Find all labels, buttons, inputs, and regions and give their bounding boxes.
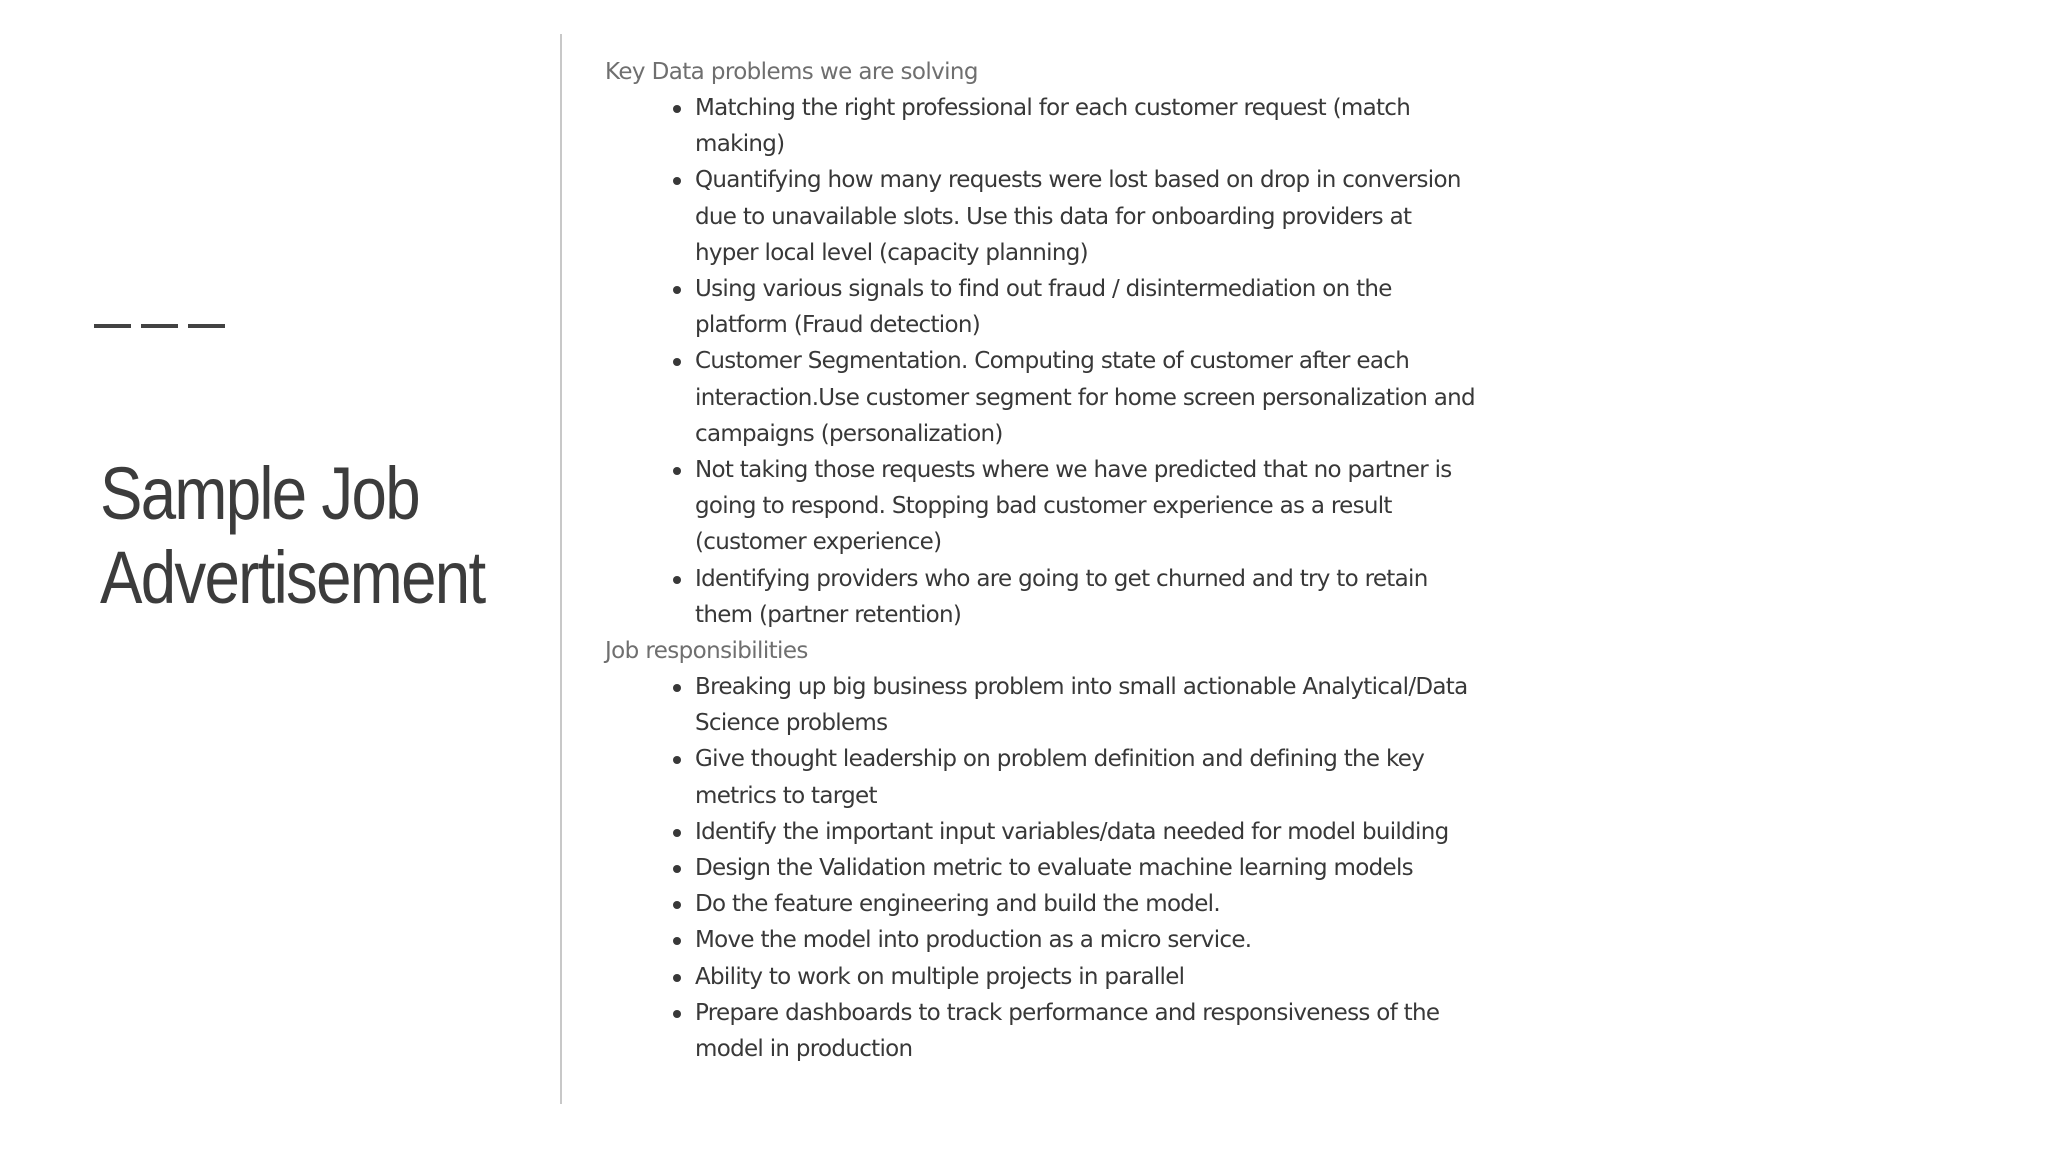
- list-item: Ability to work on multiple projects in parallel: [695, 959, 1485, 995]
- list-item: Design the Validation metric to evaluate machine learning models: [695, 850, 1485, 886]
- vertical-divider: [560, 34, 562, 1104]
- title-accent-dashes: [94, 324, 226, 328]
- list-item: Move the model into production as a micro service.: [695, 922, 1485, 958]
- list-item: Identifying providers who are going to get churned and try to retain them (partner retention): [695, 561, 1485, 633]
- key-problems-list: [605, 90, 1485, 633]
- section-heading-key-problems: Key Data problems we are solving: [605, 59, 978, 85]
- list-item: Using various signals to find out fraud / disintermediation on the platform (Fraud detection): [695, 271, 1485, 343]
- accent-dash: [188, 324, 225, 328]
- list-item: Not taking those requests where we have predicted that no partner is going to respond. Stopping bad customer experience as a result (customer experience): [695, 452, 1485, 561]
- accent-dash: [94, 324, 131, 328]
- accent-dash: [141, 324, 178, 328]
- list-item: Quantifying how many requests were lost based on drop in conversion due to unavailable slots. Use this data for onboarding providers at hyper local level (capacity planning): [695, 162, 1485, 271]
- list-item: Matching the right professional for each customer request (match making): [695, 90, 1485, 162]
- list-item: Breaking up big business problem into small actionable Analytical/Data Science problems: [695, 669, 1485, 741]
- slide-title: Sample Job Advertisement: [100, 452, 485, 619]
- list-item: Prepare dashboards to track performance and responsiveness of the model in production: [695, 995, 1485, 1067]
- list-item: Identify the important input variables/data needed for model building: [695, 814, 1485, 850]
- list-item: Customer Segmentation. Computing state of customer after each interaction.Use customer segment for home screen personalization and campaigns (personalization): [695, 343, 1485, 452]
- job-ad-content: [605, 54, 1485, 1067]
- section-heading-job-responsibilities: Job responsibilities: [605, 638, 808, 665]
- job-responsibilities-list: [605, 669, 1485, 1067]
- list-item: Do the feature engineering and build the model.: [695, 886, 1485, 922]
- list-item: Give thought leadership on problem definition and defining the key metrics to target: [695, 741, 1485, 813]
